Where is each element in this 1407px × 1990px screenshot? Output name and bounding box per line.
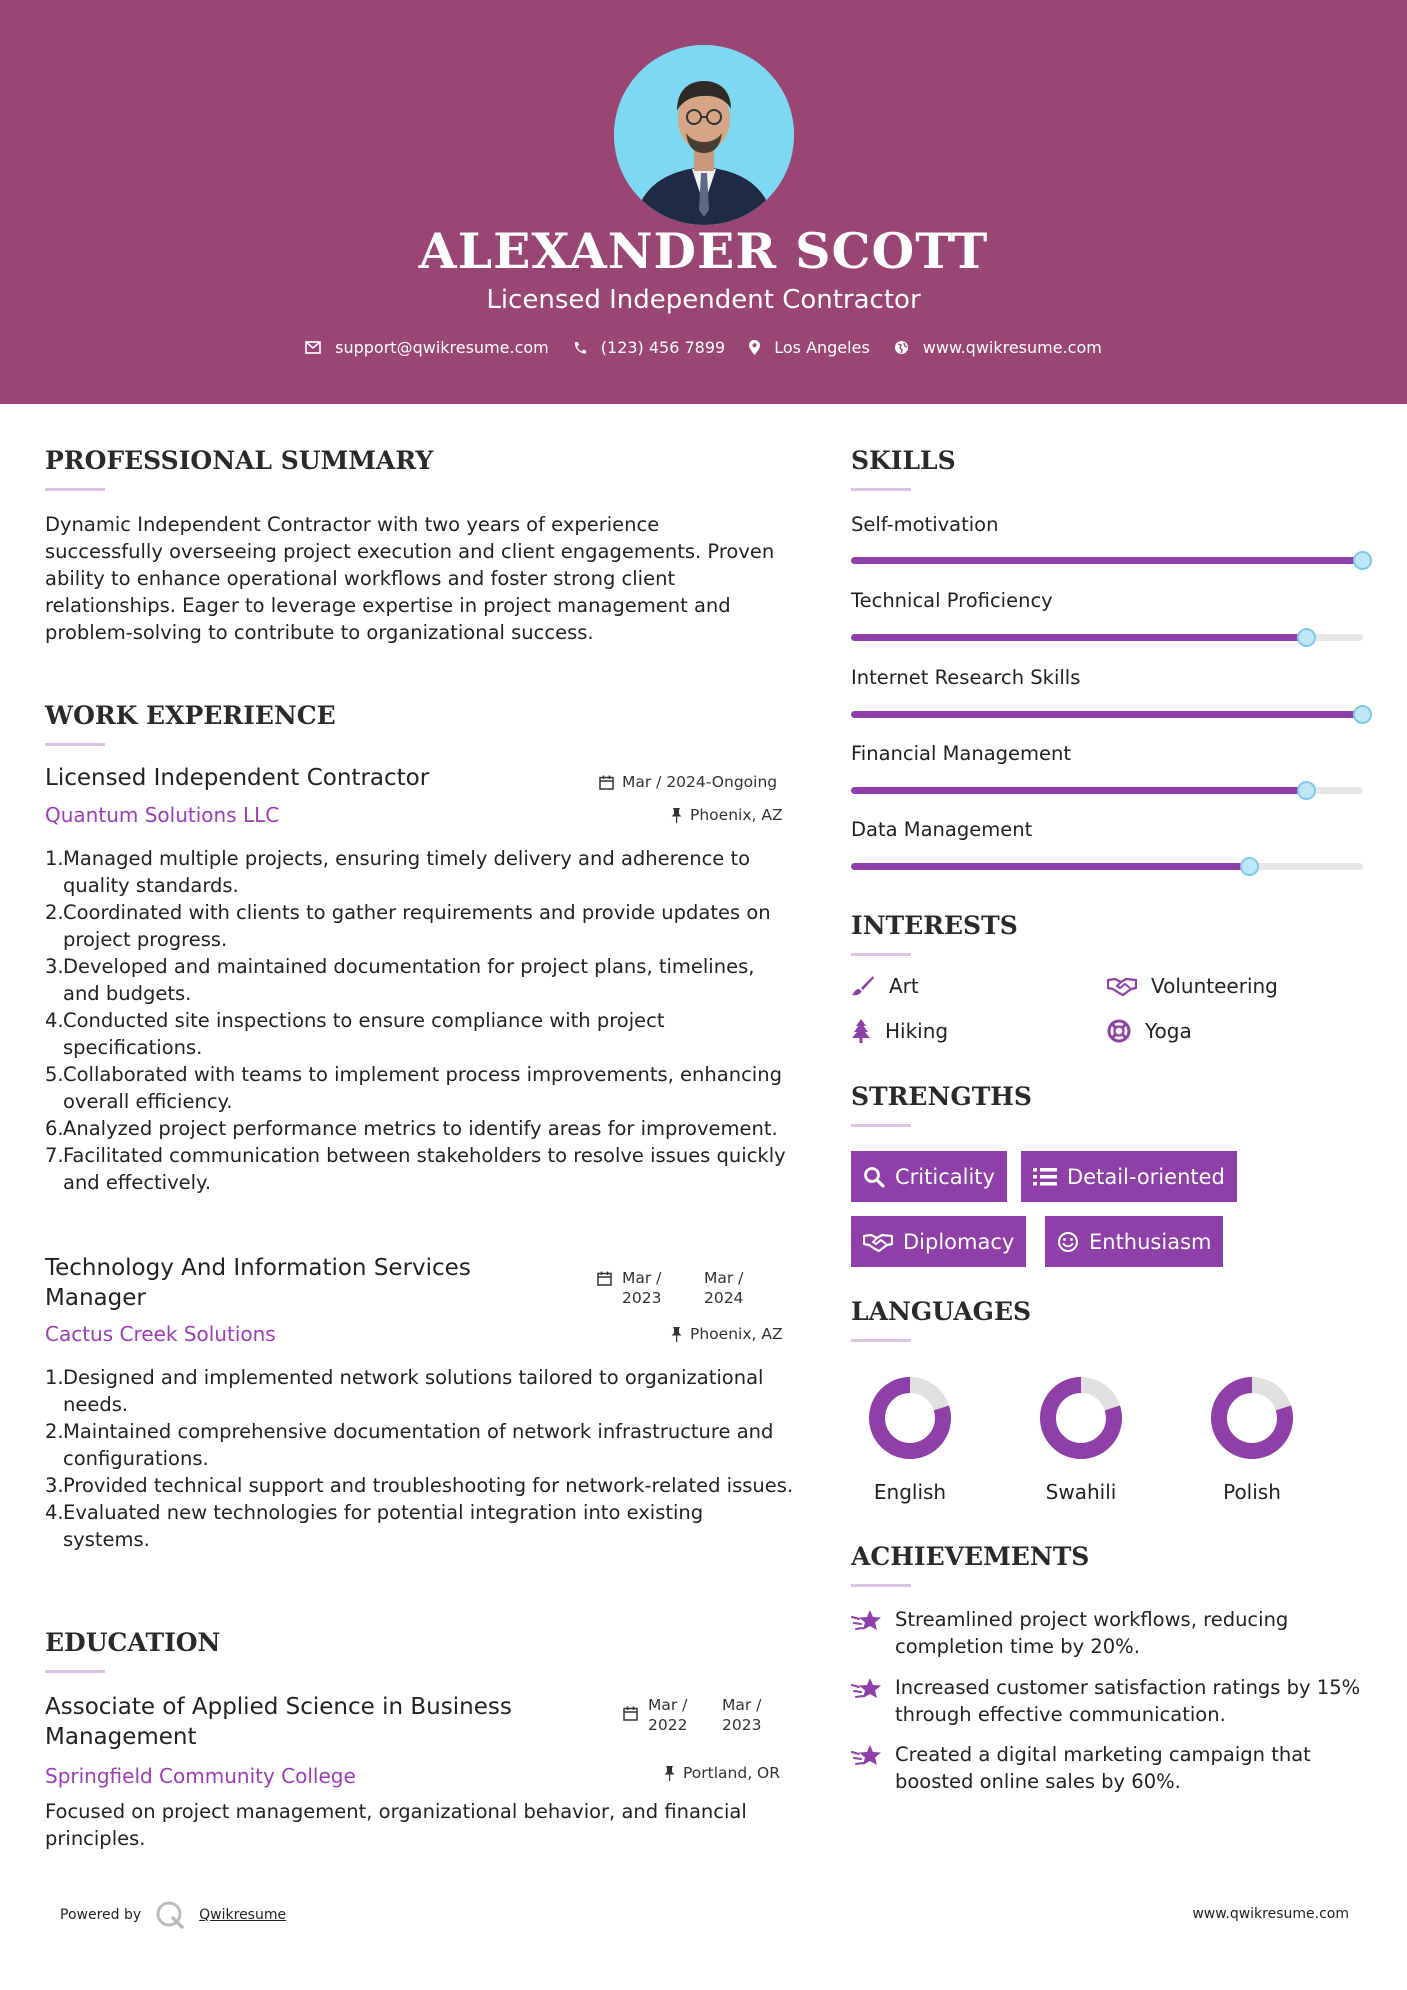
- pushpin-icon: [671, 808, 682, 823]
- interest-volunteering: [1107, 974, 1278, 998]
- job-title: Licensed Independent Contractor: [45, 765, 430, 791]
- email-text: support@qwikresume.com: [335, 338, 549, 357]
- item-number: 7.: [45, 1144, 64, 1167]
- list-item: [45, 1499, 795, 1553]
- interest-art: [851, 974, 919, 998]
- date-month: Mar /: [722, 1696, 762, 1714]
- handshake-icon: [863, 1232, 893, 1252]
- interest-yoga: [1107, 1019, 1192, 1043]
- job-company: Quantum Solutions LLC: [45, 803, 280, 827]
- interests-underline: [851, 953, 911, 956]
- contact-website[interactable]: [894, 338, 1102, 357]
- item-number: 1.: [45, 847, 64, 870]
- language-label: Polish: [1223, 1480, 1281, 1504]
- calendar-icon: [623, 1706, 638, 1721]
- skill-bar-fill: [851, 711, 1363, 718]
- item-text: Conducted site inspections to ensure compliance with project specifications.: [63, 1009, 665, 1059]
- profile-photo: [614, 45, 794, 225]
- list-item: [45, 1142, 790, 1196]
- job-company: Cactus Creek Solutions: [45, 1322, 276, 1346]
- strength-label: Enthusiasm: [1089, 1229, 1212, 1254]
- job-location: [671, 806, 783, 824]
- item-text: Analyzed project performance metrics to identify areas for improvement.: [63, 1117, 778, 1140]
- candidate-name: ALEXANDER SCOTT: [418, 222, 989, 280]
- job-responsibilities: [45, 1364, 795, 1553]
- item-text: Managed multiple projects, ensuring timely delivery and adherence to quality standards.: [63, 847, 751, 897]
- date-month: Mar /: [648, 1696, 688, 1714]
- calendar-icon: [597, 1271, 612, 1286]
- item-number: 3.: [45, 955, 64, 978]
- interest-hiking: [851, 1019, 948, 1043]
- smile-icon: [1057, 1231, 1079, 1253]
- skill-label: Internet Research Skills: [851, 666, 1081, 689]
- skill-bar-knob: [1353, 551, 1372, 570]
- skill-bar-knob: [1297, 628, 1316, 647]
- strengths-heading: STRENGTHS: [851, 1082, 1032, 1111]
- education-location: [664, 1764, 780, 1782]
- education-description: Focused on project management, organizational behavior, and financial principles.: [45, 1800, 747, 1850]
- skills-underline: [851, 488, 911, 491]
- item-number: 6.: [45, 1117, 64, 1140]
- skill-bar: [851, 711, 1363, 718]
- item-text: Designed and implemented network solutions tailored to organizational needs.: [63, 1366, 764, 1416]
- contact-phone[interactable]: [573, 338, 725, 357]
- pushpin-icon: [671, 1327, 682, 1342]
- achievement-item: [851, 1741, 1371, 1795]
- achievement-text: Increased customer satisfaction ratings by 15% through effective communication.: [895, 1676, 1361, 1726]
- languages-heading: LANGUAGES: [851, 1297, 1032, 1326]
- school-name: Springfield Community College: [45, 1764, 356, 1788]
- strength-label: Detail-oriented: [1067, 1164, 1225, 1189]
- item-text: Collaborated with teams to implement process improvements, enhancing overall efficiency.: [63, 1063, 782, 1113]
- skill-bar: [851, 634, 1363, 641]
- date-year: 2023: [722, 1716, 762, 1734]
- degree-title: Associate of Applied Science in Business Management: [45, 1694, 512, 1750]
- item-text: Maintained comprehensive documentation of network infrastructure and configurations.: [63, 1420, 774, 1470]
- language-donut: [1037, 1374, 1125, 1462]
- phone-text: (123) 456 7899: [600, 338, 726, 357]
- interest-label: Art: [889, 974, 919, 998]
- achievements-heading: ACHIEVEMENTS: [851, 1542, 1090, 1571]
- list-item: [45, 1418, 795, 1472]
- job-date: [597, 1271, 612, 1290]
- achievement-item: [851, 1606, 1371, 1660]
- list-item: [45, 1115, 790, 1142]
- powered-by-text: Powered by: [60, 1907, 142, 1923]
- education-heading: EDUCATION: [45, 1628, 221, 1657]
- list-item: [45, 899, 790, 953]
- job-date-text: Mar / 2024-Ongoing: [622, 773, 778, 791]
- job-date: [599, 773, 777, 791]
- job-location: [671, 1325, 783, 1343]
- list-item: [45, 1472, 795, 1499]
- list-icon: [1033, 1167, 1057, 1187]
- item-number: 2.: [45, 1420, 64, 1443]
- strength-badge: [1021, 1151, 1237, 1202]
- skill-bar-knob: [1240, 857, 1259, 876]
- handshake-icon: [1107, 976, 1137, 996]
- item-number: 4.: [45, 1501, 64, 1524]
- phone-icon: [573, 341, 587, 355]
- interest-label: Volunteering: [1151, 974, 1278, 998]
- job-location-text: Phoenix, AZ: [690, 1325, 783, 1343]
- footer-website[interactable]: www.qwikresume.com: [1192, 1906, 1349, 1922]
- list-item: [45, 1364, 795, 1418]
- strength-badge: [1045, 1216, 1223, 1267]
- job-title: Technology And Information Services Manager: [45, 1255, 471, 1311]
- date-month: Mar /: [622, 1269, 662, 1287]
- achievement-text: Streamlined project workflows, reducing completion time by 20%.: [895, 1608, 1289, 1658]
- skill-bar-knob: [1297, 781, 1316, 800]
- education-location-text: Portland, OR: [683, 1764, 781, 1782]
- paintbrush-icon: [851, 975, 875, 997]
- skill-bar: [851, 557, 1363, 564]
- job-responsibilities: [45, 845, 790, 1196]
- item-number: 2.: [45, 901, 64, 924]
- achievement-text: Created a digital marketing campaign that boosted online sales by 60%.: [895, 1743, 1311, 1793]
- date-year: 2023: [622, 1289, 662, 1307]
- website-text: www.qwikresume.com: [922, 338, 1102, 357]
- globe-icon: [894, 340, 909, 355]
- list-item: [45, 1061, 790, 1115]
- strength-label: Criticality: [895, 1164, 995, 1189]
- item-number: 3.: [45, 1474, 64, 1497]
- interests-heading: INTERESTS: [851, 911, 1018, 940]
- search-icon: [863, 1166, 885, 1188]
- date-year: 2024: [704, 1289, 744, 1307]
- contact-location: [749, 338, 870, 357]
- education-date-end: [722, 1695, 761, 1735]
- footer-powered-by: [60, 1900, 286, 1930]
- lifebuoy-icon: [1107, 1019, 1131, 1043]
- interest-label: Hiking: [885, 1019, 949, 1043]
- location-text: Los Angeles: [774, 338, 870, 357]
- language-donut: [1208, 1374, 1296, 1462]
- achievement-item: [851, 1674, 1371, 1728]
- skills-heading: SKILLS: [851, 446, 956, 475]
- map-pin-icon: [749, 340, 760, 355]
- item-text: Coordinated with clients to gather requirements and provide updates on project progress.: [63, 901, 771, 951]
- job-date-end: [704, 1268, 743, 1308]
- item-number: 1.: [45, 1366, 64, 1389]
- list-item: [45, 953, 790, 1007]
- resume-header: [0, 0, 1407, 404]
- list-item: [45, 845, 790, 899]
- strength-label: Diplomacy: [903, 1229, 1015, 1254]
- item-text: Provided technical support and troubleshooting for network-related issues.: [63, 1474, 794, 1497]
- languages-underline: [851, 1339, 911, 1342]
- skill-label: Technical Proficiency: [851, 589, 1053, 612]
- qwikresume-logo-icon: [155, 1900, 185, 1930]
- summary-heading: PROFESSIONAL SUMMARY: [45, 446, 434, 475]
- item-number: 5.: [45, 1063, 64, 1086]
- date-month: Mar /: [704, 1269, 744, 1287]
- summary-text: Dynamic Independent Contractor with two years of experience successfully overseeing project execution and client engagements. Proven ability to enhance operational workflows and foster strong client relationships. Eager to leverage expertise in project management and problem-solving to contribute to organizational success.: [45, 513, 775, 644]
- skill-label: Self-motivation: [851, 513, 999, 536]
- work-underline: [45, 743, 105, 746]
- language-label: English: [873, 1480, 947, 1504]
- skill-bar: [851, 787, 1363, 794]
- summary-underline: [45, 488, 105, 491]
- skill-bar-fill: [851, 863, 1250, 870]
- strength-badge: [851, 1216, 1026, 1267]
- candidate-title: Licensed Independent Contractor: [486, 285, 921, 315]
- work-heading: WORK EXPERIENCE: [45, 701, 336, 730]
- shooting-star-icon: [851, 1608, 883, 1634]
- skill-bar: [851, 863, 1363, 870]
- education-underline: [45, 1670, 105, 1673]
- shooting-star-icon: [851, 1743, 883, 1769]
- contact-bar: [0, 338, 1407, 357]
- skill-label: Financial Management: [851, 742, 1072, 765]
- job-date-start: [622, 1268, 661, 1308]
- pushpin-icon: [664, 1766, 675, 1781]
- language-donut: [866, 1374, 954, 1462]
- job-location-text: Phoenix, AZ: [690, 806, 783, 824]
- education-date-start: [648, 1695, 687, 1735]
- brand-link[interactable]: Qwikresume: [199, 1907, 287, 1923]
- calendar-icon: [599, 775, 614, 790]
- interest-label: Yoga: [1145, 1019, 1192, 1043]
- achievements-underline: [851, 1584, 911, 1587]
- list-item: [45, 1007, 790, 1061]
- skill-bar-knob: [1353, 705, 1372, 724]
- skill-label: Data Management: [851, 818, 1033, 841]
- education-date: [623, 1706, 638, 1725]
- strengths-underline: [851, 1124, 911, 1127]
- envelope-icon: [305, 341, 321, 354]
- skill-bar-fill: [851, 787, 1307, 794]
- item-text: Developed and maintained documentation for project plans, timelines, and budgets.: [63, 955, 755, 1005]
- language-label: Swahili: [1045, 1480, 1117, 1504]
- item-text: Facilitated communication between stakeholders to resolve issues quickly and effectively.: [63, 1144, 786, 1194]
- strength-badge: [851, 1151, 1007, 1202]
- date-year: 2022: [648, 1716, 688, 1734]
- item-number: 4.: [45, 1009, 64, 1032]
- item-text: Evaluated new technologies for potential integration into existing systems.: [63, 1501, 704, 1551]
- shooting-star-icon: [851, 1676, 883, 1702]
- skill-bar-fill: [851, 557, 1363, 564]
- tree-icon: [851, 1019, 871, 1043]
- skill-bar-fill: [851, 634, 1307, 641]
- contact-email[interactable]: [305, 338, 549, 357]
